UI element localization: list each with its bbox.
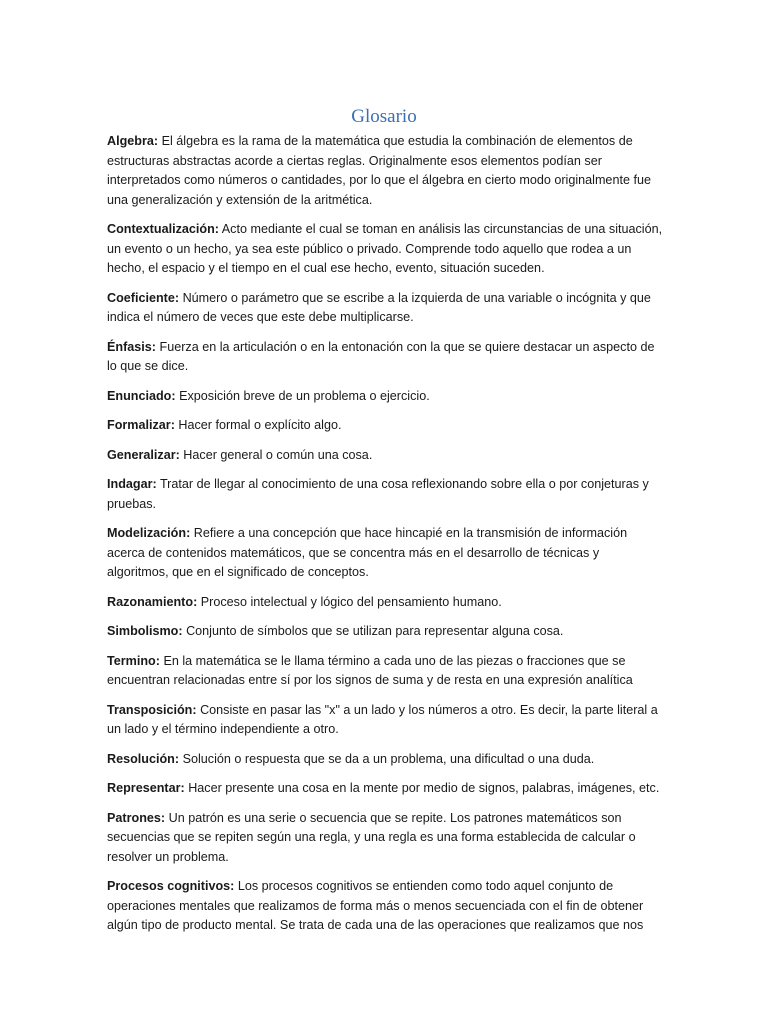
glossary-term: Resolución:	[107, 751, 180, 766]
glossary-definition: Tratar de llegar al conocimiento de una cosa reflexionando sobre ella o por conjeturas y pruebas.	[107, 477, 649, 511]
glossary-term: Énfasis:	[107, 339, 156, 354]
glossary-entry	[107, 132, 663, 210]
glossary-term: Algebra:	[107, 134, 159, 148]
glossary-entry	[107, 220, 663, 279]
glossary-term: Patrones:	[107, 810, 166, 825]
glossary-definition: Solución o respuesta que se da a un problema, una dificultad o una duda.	[179, 751, 595, 766]
glossary-term: Formalizar:	[107, 418, 175, 432]
glossary-definition: Los procesos cognitivos se entienden como todo aquel conjunto de operaciones mentales que realizamos de forma más o menos secuenciada con el fin de obtener algún tipo de producto mental. Se trata de cada una de las operaciones que realizamos que nos	[107, 879, 644, 932]
glossary-term: Coeficiente:	[107, 290, 180, 305]
glossary-term: Indagar:	[107, 477, 157, 491]
glossary-entry	[107, 877, 663, 936]
glossary-entry	[107, 416, 663, 436]
glossary-entry	[107, 593, 663, 613]
glossary-definition: Proceso intelectual y lógico del pensamiento humano.	[197, 594, 502, 609]
glossary-definition: Un patrón es una serie o secuencia que se repite. Los patrones matemáticos son secuencias que se repiten según una regla, y una regla es una forma establecida de calcular o resolver un problema.	[107, 810, 636, 864]
glossary-definition: Acto mediante el cual se toman en análisis las circunstancias de una situación, un evento o un hecho, ya sea este público o privado. Comprende todo aquello que rodea a un hecho, el espacio y el tiempo en el cual ese hecho, evento, situación suceden.	[107, 222, 663, 275]
glossary-definition: Número o parámetro que se escribe a la izquierda de una variable o incógnita y que indica el número de veces que este debe multiplicarse.	[107, 290, 651, 324]
glossary-definition: En la matemática se le llama término a cada uno de las piezas o fracciones que se encuentran relacionadas entre sí por los signos de suma y de resta en una expresión analítica	[107, 653, 633, 687]
glossary-term: Procesos cognitivos:	[107, 879, 235, 893]
glossary-entry	[107, 475, 663, 514]
glossary-term: Contextualización:	[107, 222, 219, 236]
glossary-entry	[107, 750, 663, 770]
glossary-term: Razonamiento:	[107, 594, 198, 609]
glossary-entry	[107, 524, 663, 583]
glossary-list	[107, 132, 663, 946]
glossary-definition: Hacer formal o explícito algo.	[174, 418, 342, 432]
glossary-definition: Hacer presente una cosa en la mente por medio de signos, palabras, imágenes, etc.	[184, 781, 660, 795]
glossary-term: Termino:	[107, 653, 160, 668]
glossary-entry	[107, 289, 663, 328]
glossary-term: Simbolismo:	[107, 624, 183, 638]
glossary-definition: Fuerza en la articulación o en la entonación con la que se quiere destacar un aspecto de lo que se dice.	[107, 339, 655, 373]
glossary-term: Modelización:	[107, 526, 191, 540]
glossary-definition: El álgebra es la rama de la matemática que estudia la combinación de elementos de estructuras abstractas acorde a ciertas reglas. Originalmente esos elementos podían ser interpretados como números o cantidades, por lo que el álgebra en cierto modo originalmente fue una generalización y extensión de la aritmética.	[107, 134, 651, 207]
glossary-term: Generalizar:	[107, 447, 180, 462]
glossary-term: Representar:	[107, 781, 185, 795]
glossary-entry	[107, 338, 663, 377]
glossary-definition: Hacer general o común una cosa.	[179, 447, 373, 462]
glossary-definition: Consiste en pasar las "x" a un lado y los números a otro. Es decir, la parte literal a un lado y el término independiente a otro.	[107, 702, 658, 736]
glossary-definition: Exposición breve de un problema o ejercicio.	[175, 388, 430, 403]
page-title: Glosario	[351, 106, 417, 127]
glossary-entry	[107, 622, 663, 642]
glossary-entry	[107, 652, 663, 691]
glossary-entry	[107, 701, 663, 740]
glossary-term: Enunciado:	[107, 388, 176, 403]
glossary-entry	[107, 446, 663, 466]
glossary-definition: Refiere a una concepción que hace hincapié en la transmisión de información acerca de contenidos matemáticos, que se concentra más en el desarrollo de técnicas y algoritmos, que en el significado de conceptos.	[107, 526, 628, 579]
glossary-entry	[107, 809, 663, 868]
glossary-entry	[107, 387, 663, 407]
glossary-definition: Conjunto de símbolos que se utilizan para representar alguna cosa.	[182, 624, 564, 638]
glossary-term: Transposición:	[107, 702, 197, 717]
glossary-entry	[107, 779, 663, 799]
